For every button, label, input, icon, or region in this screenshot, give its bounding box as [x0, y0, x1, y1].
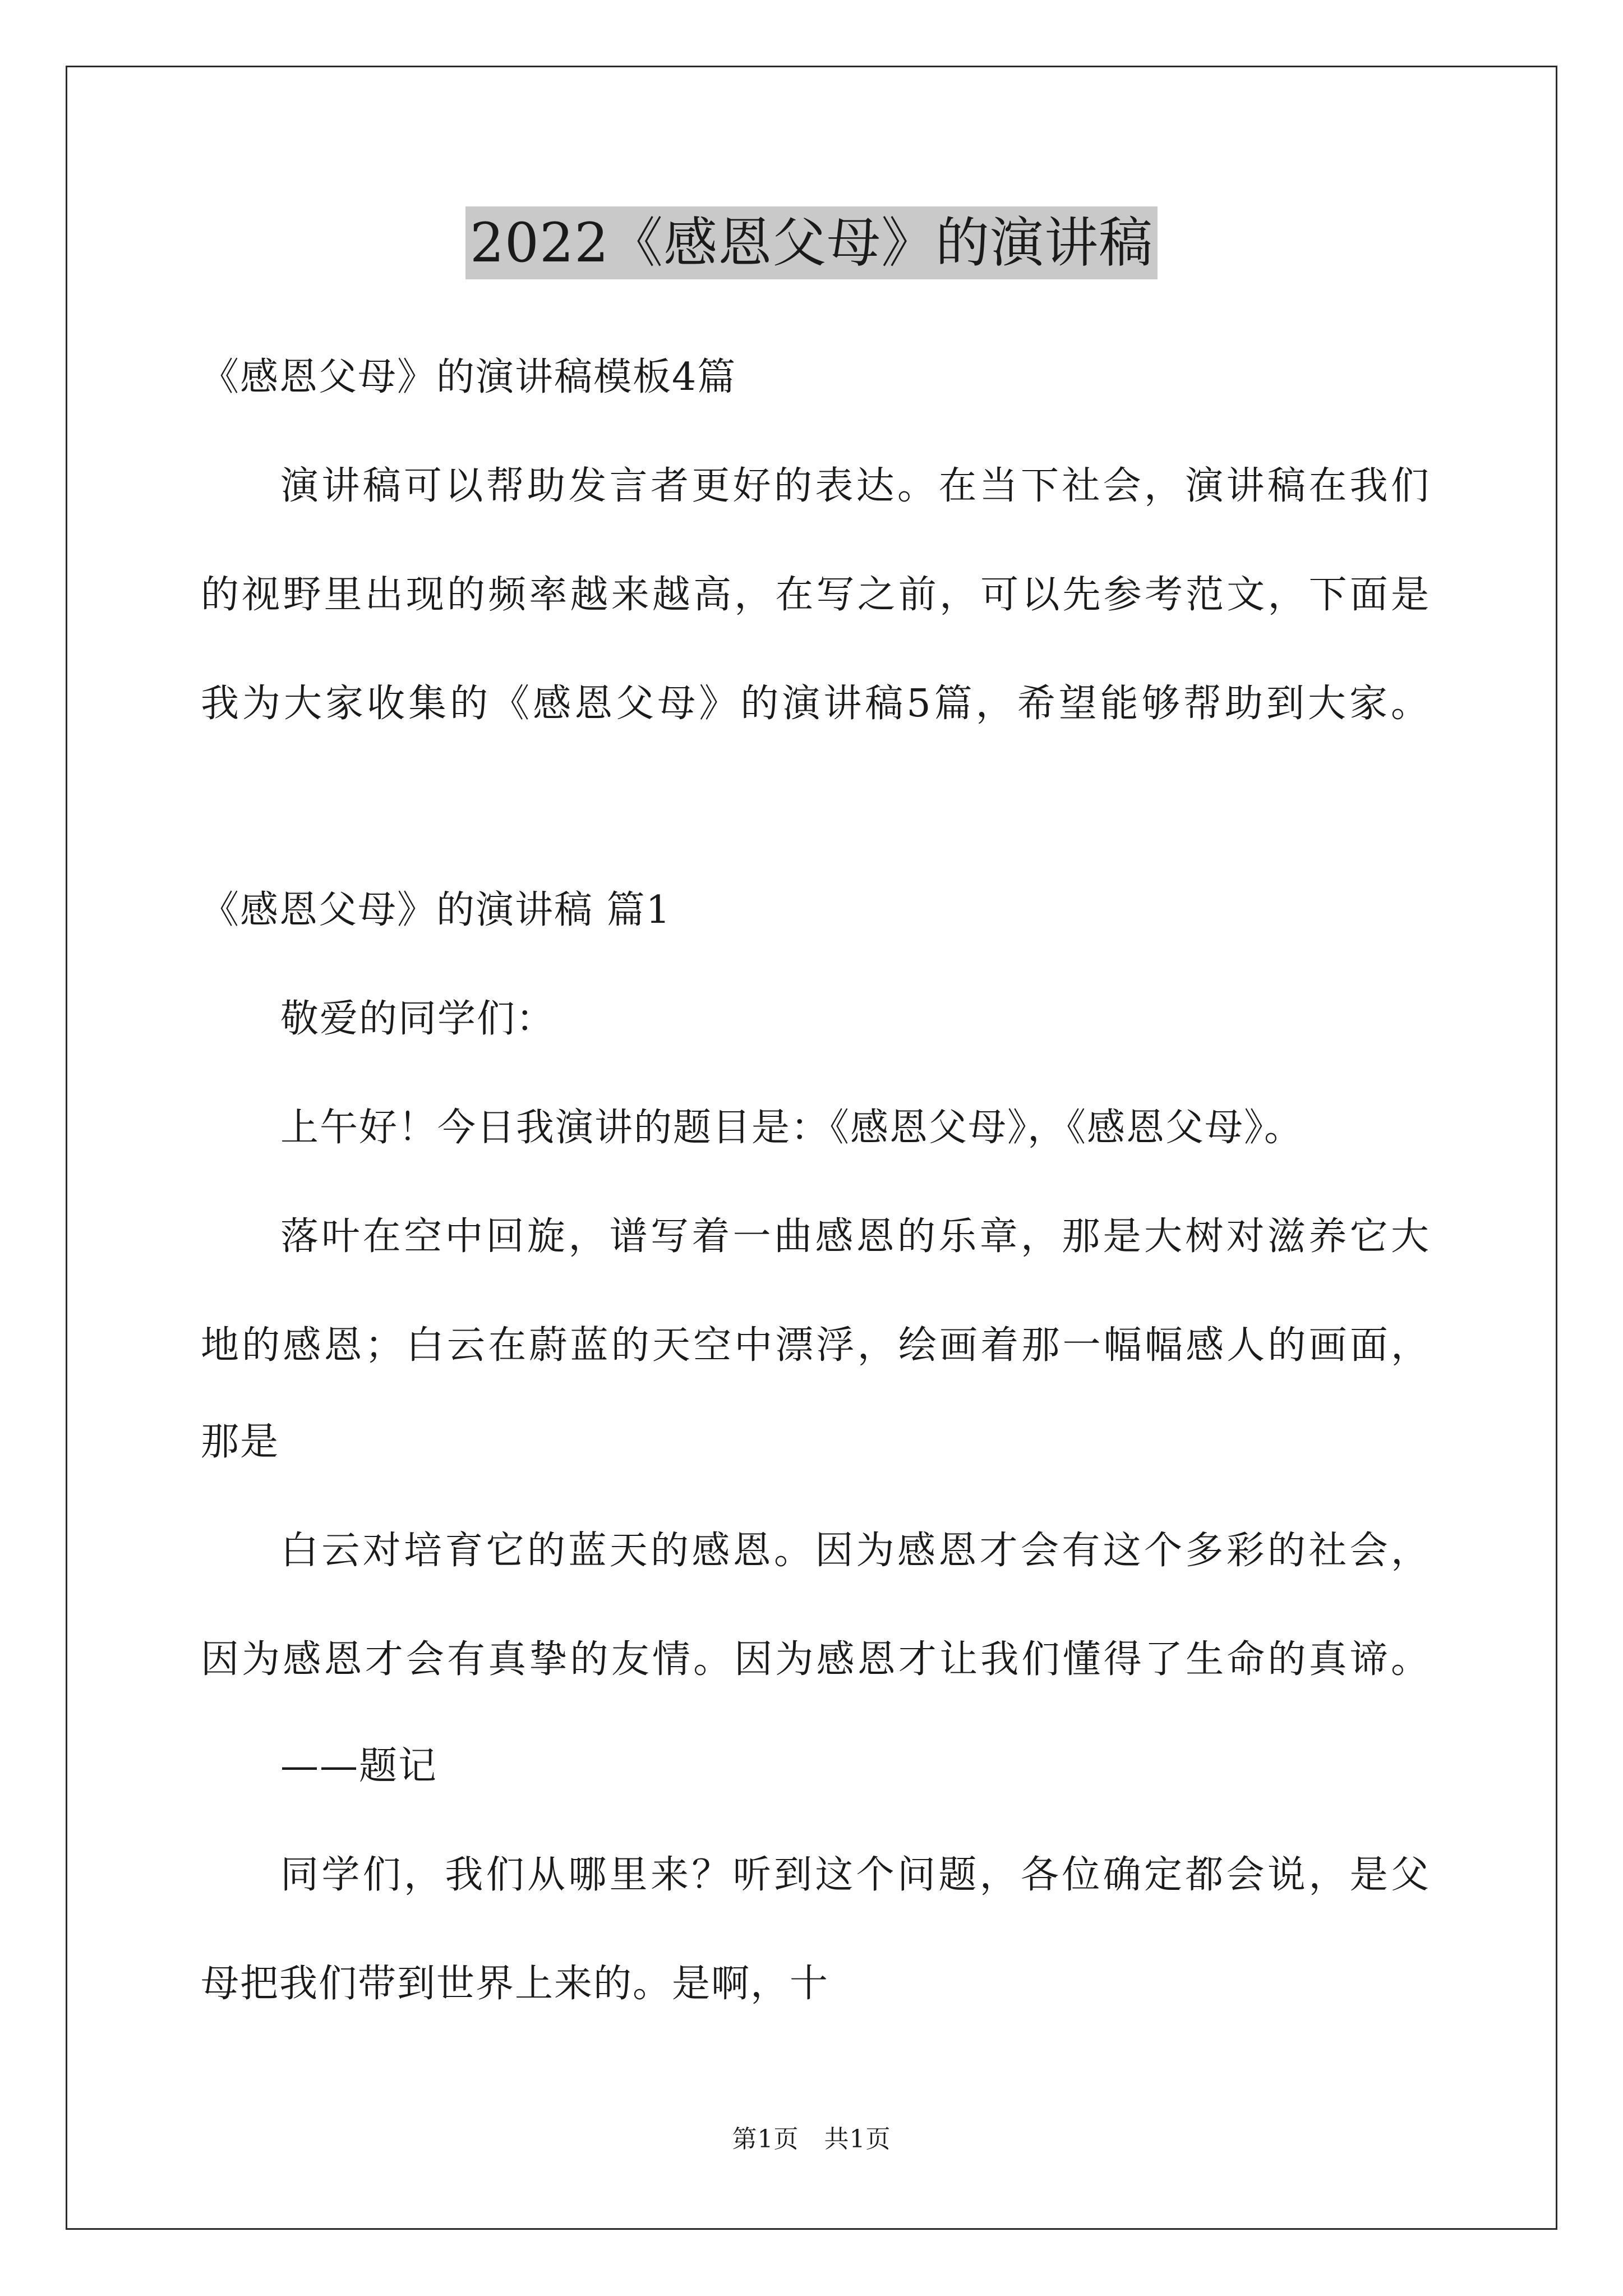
- paragraph-line: 地的感恩；白云在蔚蓝的天空中漂浮，绘画着那一幅幅感人的画面，: [201, 1323, 1429, 1368]
- page-footer: 第1页 共1页: [732, 2125, 891, 2154]
- paragraph-line: 那是: [201, 1420, 280, 1464]
- salutation-line: 敬爱的同学们：: [280, 997, 556, 1041]
- section-heading: 《感恩父母》的演讲稿 篇1: [201, 888, 671, 932]
- paragraph-line: 同学们，我们从哪里来？听到这个问题，各位确定都会说，是父: [280, 1853, 1429, 1897]
- paragraph-line: 母把我们带到世界上来的。是啊，十: [201, 1962, 829, 2006]
- paragraph-line: 因为感恩才会有真挚的友情。因为感恩才让我们懂得了生命的真谛。: [201, 1637, 1429, 1682]
- document-title-block: [0, 206, 1623, 279]
- subtitle-line: 《感恩父母》的演讲稿模板4篇: [201, 355, 737, 399]
- paragraph-line: 上午好！今日我演讲的题目是：《感恩父母》，《感恩父母》。: [280, 1106, 1304, 1150]
- paragraph-line: 的视野里出现的频率越来越高，在写之前，可以先参考范文，下面是: [201, 573, 1429, 617]
- paragraph-line: 我为大家收集的《感恩父母》的演讲稿5篇，希望能够帮助到大家。: [201, 682, 1429, 726]
- paragraph-line: 白云对培育它的蓝天的感恩。因为感恩才会有这个多彩的社会，: [280, 1529, 1429, 1573]
- paragraph-line: 演讲稿可以帮助发言者更好的表达。在当下社会，演讲稿在我们: [280, 464, 1429, 508]
- epigraph-attribution: ——题记: [280, 1744, 438, 1788]
- paragraph-line: 落叶在空中回旋，谱写着一曲感恩的乐章，那是大树对滋养它大: [280, 1214, 1429, 1259]
- document-title: 2022《感恩父母》的演讲稿: [465, 206, 1158, 279]
